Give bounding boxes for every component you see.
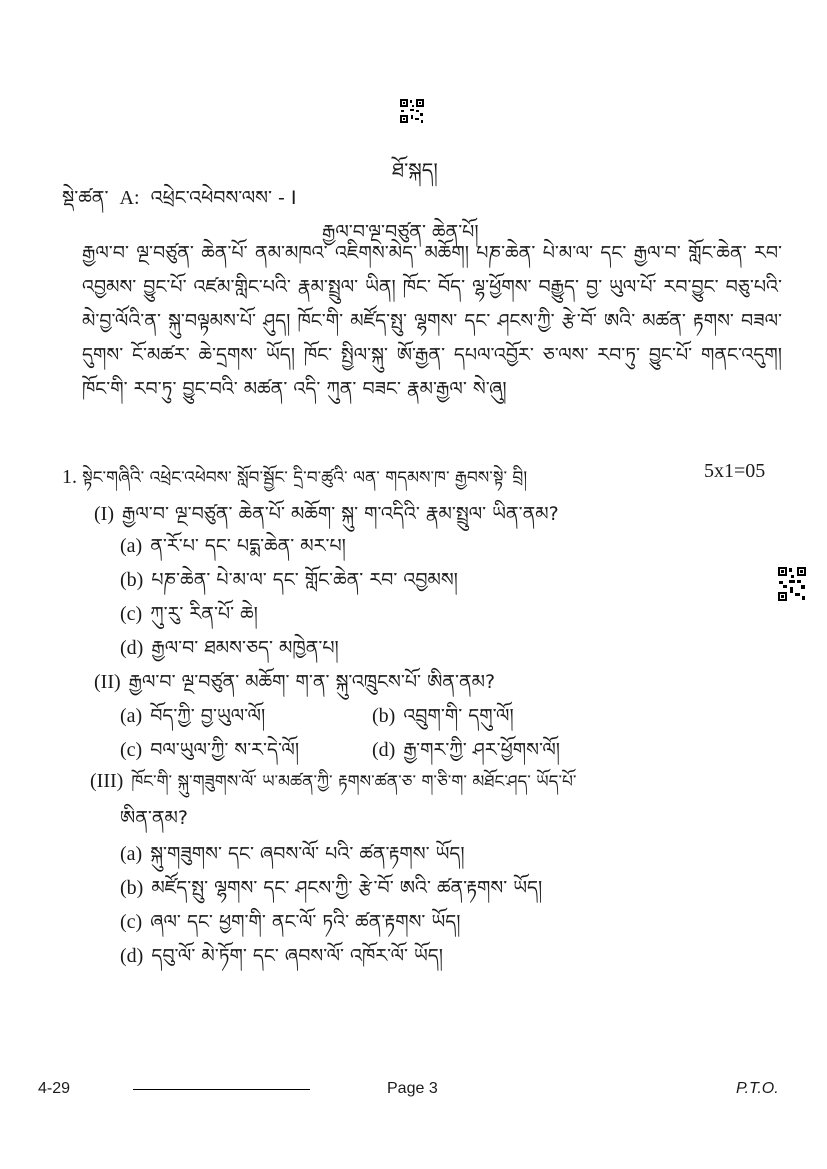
option-text: ཀུ་རུ་ རིན་པོ་ ཆེ། [150, 603, 258, 625]
option-label: (d) [120, 637, 144, 659]
qr-code-top-icon [399, 98, 425, 124]
option-label: (c) [120, 739, 143, 761]
section-title: འཕྲེང་འཕེབས་ལས་ - I [150, 187, 297, 209]
option-label: (b) [120, 877, 144, 899]
question-marks: 5x1=05 [704, 460, 766, 482]
qr-code-side-icon [777, 566, 807, 602]
part-label: (III) [90, 770, 124, 792]
part-text: ཁོང་གི་ སྐུ་གཟུགས་ལོ་ ཡ་མཚན་ཀྱི་ རྟགས་ཚན་ཅ་ ག་ཅི་ག་ མཐོང་ཤད་ ཡོད་པོ་ [131, 772, 577, 792]
paper-code: 4-29 [38, 1080, 71, 1097]
option-label: (b) [120, 569, 144, 591]
part-text: རྒྱལ་བ་ ལྔ་བཙུན་ ཆེན་པོ་ མཆོག་ སྐུ་ ག་འདིའི་ རྣམ་སྤྲུལ་ ཡིན་ནམ? [121, 503, 559, 525]
option-text: འབྲུག་གི་ དགུ་ལོ། [403, 705, 514, 727]
passage-title: རྒྱལ་བ་ལྔ་བཙུན་ ཆེན་པོ། [322, 221, 479, 243]
section-prefix: སྡེ་ཚན་ [62, 187, 109, 209]
option-text: ཞལ་ དང་ ཕྱག་གི་ ནང་ལོ་ ཏའི་ ཚན་རྟགས་ ཡོད། [150, 911, 461, 933]
option-label: (a) [120, 843, 143, 865]
option-text: པཎ་ཆེན་ པེ་མ་ལ་ དང་ གློང་ཆེན་ རབ་ འབྱམས། [151, 569, 458, 591]
option-label: (d) [372, 739, 396, 761]
passage-text: རྒྱལ་བ་ ལྔ་བཙུན་ ཆེན་པོ་ ནམ་མཁའ་ འཇིགས་མེད་ མཆོག། པཎ་ཆེན་ པེ་མ་ལ་ དང་ རྒྱལ་བ་ གློང་ཆེན་ རབ་འབྱམས་ བྱུང་པོ་ འཛམ་གླིང་པའི་ རྣམ་སྤྲུལ་ ཡིན། ཁོང་ བོད་ ལྷ་ཕྱོགས་ བརྒྱུད་ བྱ་ ཡུལ་པོ་ རབ་བྱུང་ བཅུ་པའི་ མེ་བྱ་ལོའི་ན་ སྐུ་བལྟམས་པོ་ ཤུད། ཁོང་གི་ མཛོད་སྤུ་ ལྷགས་ དང་ ཤངས་ཀྱི་ རྩེ་བོ་ ཨའི་ མཚན་ རྟགས་ བཟལ་དུགས་ ངོ་མཚར་ ཆེ་དྲགས་ ཡོད། ཁོང་ སྤྱིལ་སྐུ་ ཨོ་རྒྱན་ དཔལ་འབྱོར་ ཅ་ལས་ རབ་ཏུ་ བྱུང་པོ་ གནང་འདུག། ཁོང་གི་ རབ་ཏུ་ བྱུང་བའི་ མཚན་ འདི་ ཀུན་ བཟང་ རྣམ་རྒྱལ་ སེ་ཞུ། [82, 242, 782, 400]
option-text: མཛོད་སྤུ་ ལྷགས་ དང་ ཤངས་ཀྱི་ རྩེ་བོ་ ཨའི་ ཚན་རྟགས་ ཡོད། [151, 877, 543, 899]
paper-title: ཐོ་སྐད། [392, 158, 438, 182]
option-label: (c) [120, 603, 143, 625]
part-text-continuation: ཨིན་ནམ? [120, 807, 188, 829]
option-text: སྐུ་གཟུགས་ དང་ ཞབས་ལོ་ པའི་ ཚན་རྟགས་ ཡོད། [150, 843, 465, 865]
option-iii-d[interactable] [120, 934, 443, 988]
part-label: (II) [94, 671, 121, 693]
part-text: རྒྱལ་བ་ ལྔ་བཙུན་ མཆོག་ ག་ན་ སྐུ་འཁྲུངས་པོ་ ཨིན་ནམ? [128, 671, 496, 693]
page-number: Page 3 [387, 1080, 438, 1097]
section-label: A: [119, 187, 140, 209]
option-text: དབུ་ལོ་ མེ་ཏོག་ དང་ ཞབས་ལོ་ འཁོར་ལོ་ ཡོད། [151, 945, 444, 967]
option-text: རྒྱལ་བ་ ཐམས་ཅད་ མཁྱེན་པ། [151, 637, 339, 659]
option-text: ན་རོ་པ་ དང་ པདྨ་ཆེན་ མར་པ། [150, 535, 346, 557]
option-label: (a) [120, 535, 143, 557]
question-instruction: སྟེང་གཞིའི་ འཕྲེང་འཕེབས་ སློབ་སྦྱོང་ དྲི་བ་ཚུའི་ ལན་ གདམས་ཁ་ རྒྱབས་སྟེ་ བྲི། [82, 468, 528, 488]
option-text: རྒྱ་གར་ཀྱི་ ཤར་ཕྱོགས་ལོ། [403, 739, 561, 761]
section-heading [62, 176, 297, 230]
option-text: བོད་ཀྱི་ བྱ་ཡུལ་ལོ། [150, 705, 266, 727]
footer-divider [133, 1089, 310, 1090]
option-label: (c) [120, 911, 143, 933]
option-label: (b) [372, 705, 396, 727]
option-label: (d) [120, 945, 144, 967]
option-text: བལ་ཡུལ་ཀྱི་ ས་ར་དེ་ལོ། [150, 739, 300, 761]
question-number: 1. [62, 466, 77, 488]
part-label: (I) [94, 503, 114, 525]
option-label: (a) [120, 705, 143, 727]
please-turn-over: P.T.O. [736, 1080, 779, 1097]
